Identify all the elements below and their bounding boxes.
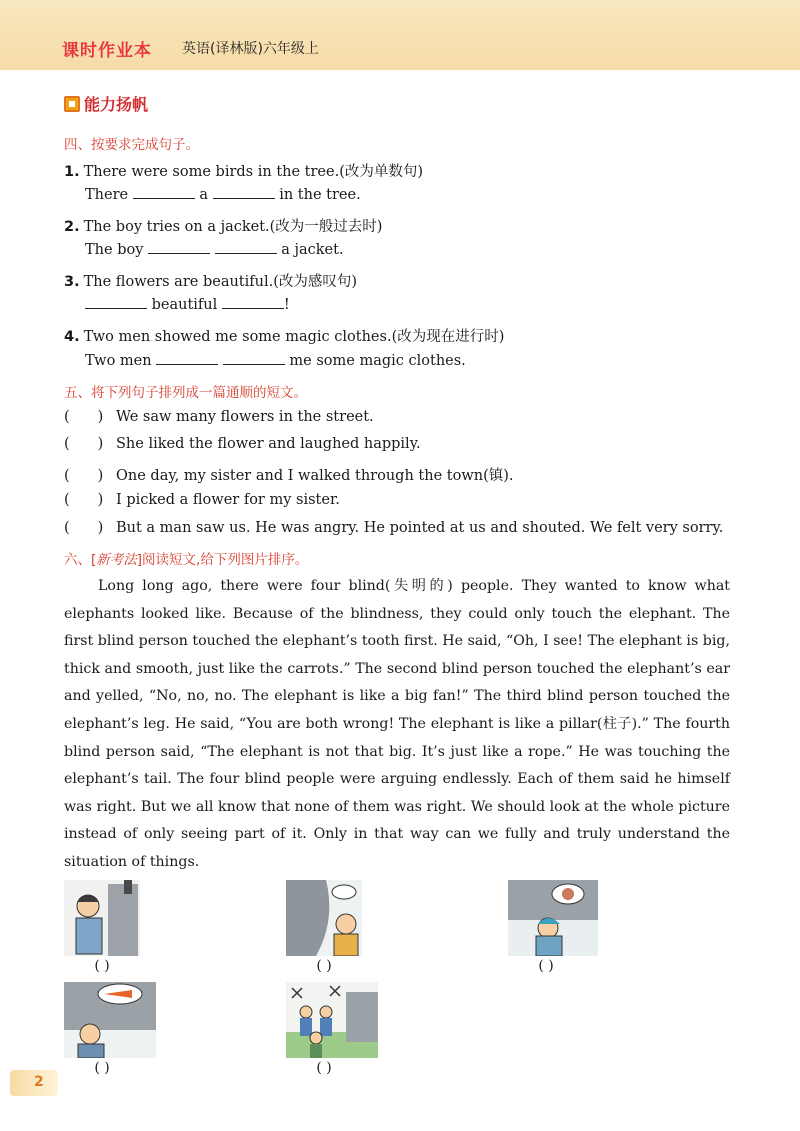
- part4-q1-answer: There a in the tree.: [85, 187, 361, 203]
- page-header: [0, 0, 800, 70]
- picture-blind-man-carrot: [64, 982, 156, 1058]
- section-title: 能力扬帆: [84, 95, 149, 114]
- picture-blind-man-rope: [508, 880, 598, 956]
- answer-box[interactable]: ( ): [94, 958, 110, 974]
- part4-q2-prompt: 2. The boy tries on a jacket.(改为一般过去时): [64, 219, 383, 235]
- part4-q3-answer: beautiful !: [85, 297, 290, 313]
- reading-passage: [64, 573, 730, 877]
- order-box[interactable]: ( ): [64, 436, 104, 452]
- answer-blank[interactable]: [85, 297, 147, 309]
- answer-blank[interactable]: [156, 353, 218, 365]
- answer-blank[interactable]: [215, 242, 277, 254]
- part5-item: ( ) We saw many flowers in the street.: [64, 409, 374, 425]
- part4-heading: 四、按要求完成句子。: [64, 137, 199, 153]
- picture-blind-man-leg: [64, 880, 140, 956]
- picture-blind-man-fan: [286, 880, 362, 956]
- blind-man-touching-leg-illustration: [64, 880, 140, 956]
- picture-four-blind-men: [286, 982, 378, 1058]
- order-box[interactable]: ( ): [64, 520, 104, 536]
- brand-title: 课时作业本: [62, 41, 152, 61]
- answer-blank[interactable]: [223, 353, 285, 365]
- part4-q2-answer: The boy a jacket.: [85, 242, 344, 258]
- blind-man-touching-tail-illustration: [508, 880, 598, 956]
- four-blind-men-arguing-illustration: [286, 982, 378, 1058]
- answer-blank[interactable]: [213, 187, 275, 199]
- blind-man-touching-tooth-illustration: [64, 982, 156, 1058]
- answer-blank[interactable]: [133, 187, 195, 199]
- part6-heading: 六、[新考法]阅读短文,给下列图片排序。: [64, 552, 309, 568]
- part5-item: ( ) But a man saw us. He was angry. He pointed at us and shouted. We felt very sorry.: [64, 520, 724, 536]
- section-badge-icon: [64, 96, 80, 112]
- blind-man-touching-ear-illustration: [286, 880, 362, 956]
- part4-q4-prompt: 4. Two men showed me some magic clothes.(改为现在进行时): [64, 329, 505, 345]
- order-box[interactable]: ( ): [64, 492, 104, 508]
- new-method-tag: 新考法: [96, 552, 137, 568]
- book-title: 英语(译林版)六年级上: [182, 41, 319, 57]
- part4-q4-answer: Two men me some magic clothes.: [85, 353, 466, 369]
- part4-q3-prompt: 3. The flowers are beautiful.(改为感叹句): [64, 274, 358, 290]
- part5-item: ( ) One day, my sister and I walked through the town(镇).: [64, 468, 514, 484]
- page-number: 2: [10, 1070, 58, 1096]
- order-box[interactable]: ( ): [64, 409, 104, 425]
- part4-q1-prompt: 1. There were some birds in the tree.(改为单数句): [64, 164, 424, 180]
- section-heading: [64, 92, 148, 115]
- part5-item: ( ) She liked the flower and laughed happily.: [64, 436, 421, 452]
- order-box[interactable]: ( ): [64, 468, 104, 484]
- passage-text: Long long ago, there were four blind(失明的) people. They wanted to know what elephants looked like. Because of the blindness, they could only touch the elephant. The first blind person touched the elephant’s tooth first. He said, “Oh, I see! The elephant is big, thick and smooth, just like the carrots.” The second blind person touched the elephant’s ear and yelled, “No, no, no. The elephant is like a big fan!” The third blind person touched the elephant’s leg. He said, “You are both wrong! The elephant is like a pillar(柱子).” The fourth blind person said, “The elephant is not that big. It’s just like a rope.” He was touching the elephant’s tail. The four blind people were arguing endlessly. Each of them said he himself was right. But we all know that none of them was right. We should look at the whole picture instead of only seeing part of it. Only in that way can we fully and truly understand the situation of things.: [64, 578, 730, 870]
- part5-item: ( ) I picked a flower for my sister.: [64, 492, 340, 508]
- answer-blank[interactable]: [222, 297, 284, 309]
- part5-heading: 五、将下列句子排列成一篇通顺的短文。: [64, 385, 307, 401]
- answer-box[interactable]: ( ): [316, 958, 332, 974]
- answer-box[interactable]: ( ): [94, 1060, 110, 1076]
- answer-blank[interactable]: [148, 242, 210, 254]
- answer-box[interactable]: ( ): [316, 1060, 332, 1076]
- answer-box[interactable]: ( ): [538, 958, 554, 974]
